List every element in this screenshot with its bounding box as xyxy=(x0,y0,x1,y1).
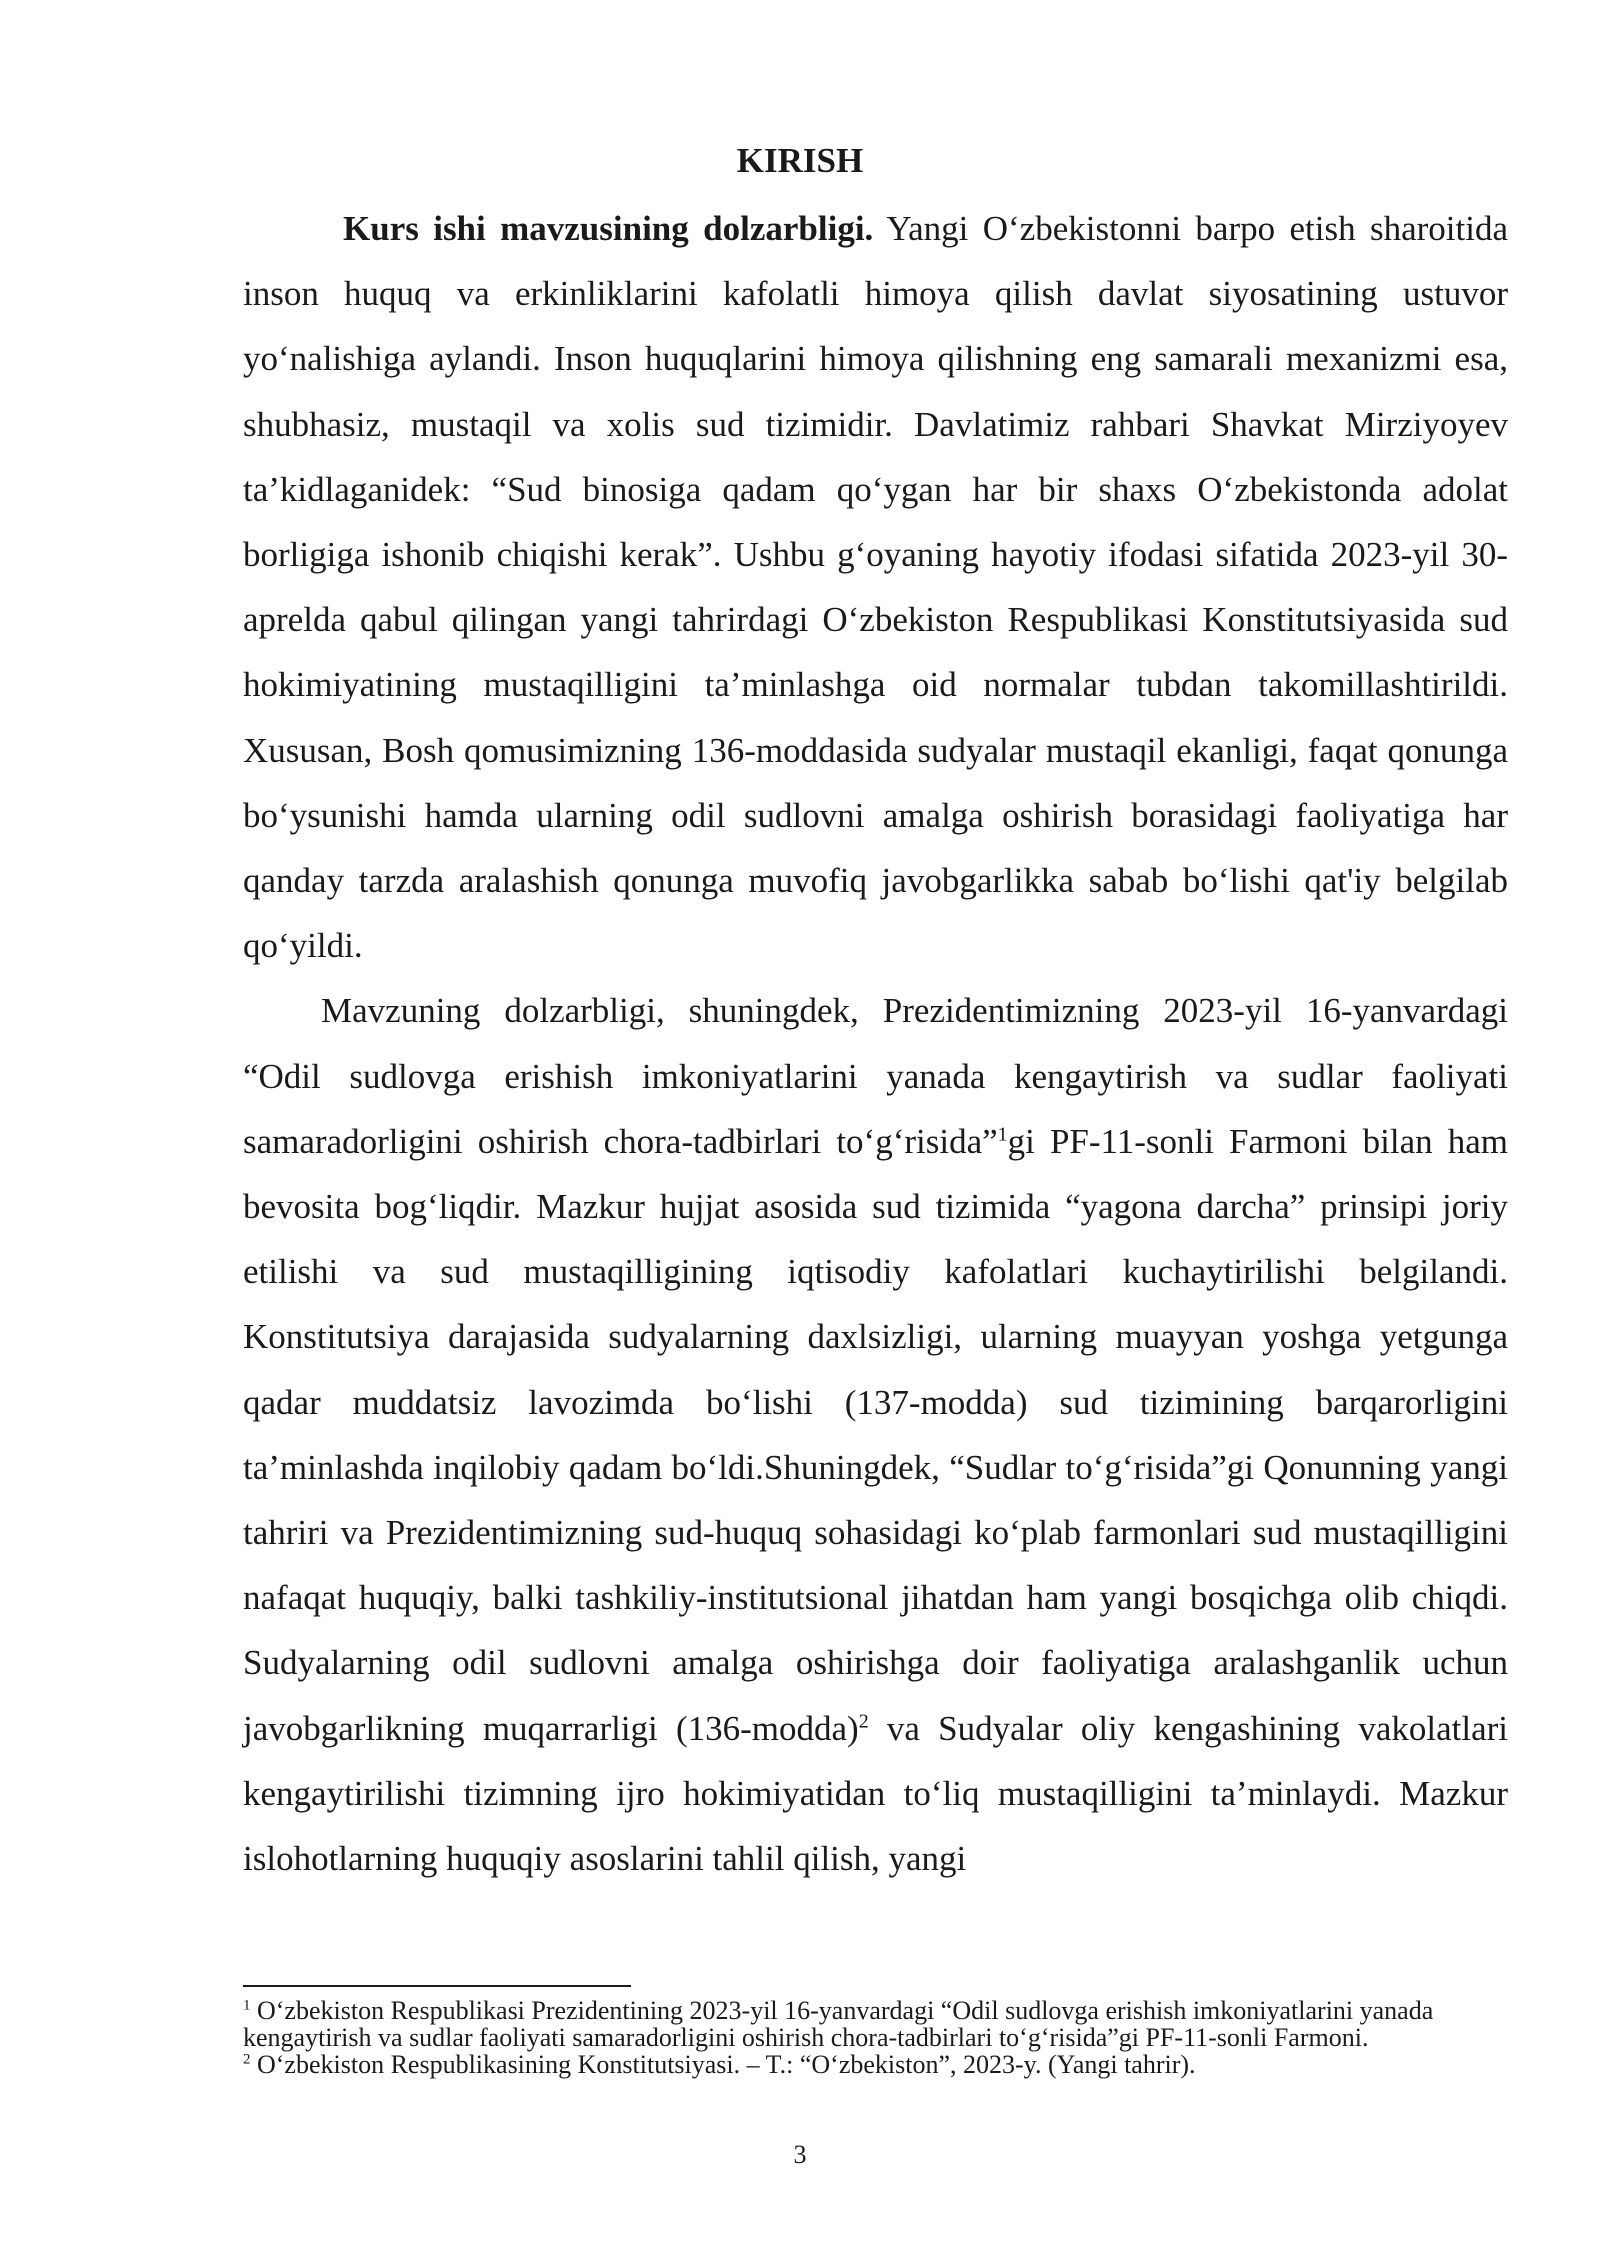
footnote-1-text: O‘zbekiston Respublikasi Prezidentining 2023-yil 16-yanvardagi “Odil sudlovga erishish imkoniyatlarini yanada kengaytirish va sudlar faoliyati samaradorligini oshirish chora-tadbirlari to‘g‘risida”gi PF-11-sonli Farmoni. xyxy=(243,1996,1434,2052)
body-text xyxy=(243,196,1508,1891)
footnote-ref-2[interactable]: 2 xyxy=(858,1710,869,1733)
footnote-ref-1[interactable]: 1 xyxy=(997,1123,1008,1146)
footnote-1 xyxy=(243,1997,1508,2051)
footnote-2-mark: 2 xyxy=(243,2051,251,2068)
footnote-1-mark: 1 xyxy=(243,1997,251,2014)
footnotes xyxy=(243,1997,1508,2078)
paragraph-2-part-3: va Sudyalar oliy kengashining vakolatlari kengaytirilishi tizimning ijro hokimiyatidan to‘liq mustaqilligini ta’minlaydi. Mazkur islohotlarning huquqiy asoslarini tahlil qilish, yangi xyxy=(243,1708,1508,1879)
paragraph-2-part-2: gi PF-11-sonli Farmoni bilan ham bevosita bog‘liqdir. Mazkur hujjat asosida sud tizimida “yagona darcha” prinsipi joriy etilishi va sud mustaqilligining iqtisodiy kafolatlari kuchaytirilishi belgilandi. Konstitutsiya darajasida sudyalarning daxlsizligi, ularning muayyan yoshga yetgunga qadar muddatsiz lavozimda bo‘lishi (137-modda) sud tizimining barqarorligini ta’minlashda inqilobiy qadam bo‘ldi.Shuningdek, “Sudlar to‘g‘risida”gi Qonunning yangi tahriri va Prezidentimizning sud-huquq sohasidagi ko‘plab farmonlari sud mustaqilligini nafaqat huquqiy, balki tashkiliy-institutsional jihatdan ham yangi bosqichga olib chiqdi. Sudyalarning odil sudlovni amalga oshirishga doir faoliyatiga aralashganlik uchun javobgarlikning muqarrarligi (136-modda) xyxy=(243,1121,1508,1748)
footnote-separator xyxy=(243,1985,631,1987)
paragraph-1-lead: Kurs ishi mavzusining dolzarbligi. xyxy=(343,209,874,248)
page-heading: KIRISH xyxy=(736,141,864,180)
page-number: 3 xyxy=(793,2140,807,2169)
paragraph-2 xyxy=(243,978,1508,1891)
footnote-2 xyxy=(243,2051,1508,2078)
paragraph-2-part-1: Mavzuning dolzarbligi, shuningdek, Prezidentimizning 2023-yil 16-yanvardagi “Odil sudlovga erishish imkoniyatlarini yanada kengaytirish va sudlar faoliyati samaradorligini oshirish chora-tadbirlari to‘g‘risida” xyxy=(243,991,1508,1161)
footnote-2-text: O‘zbekiston Respublikasining Konstitutsiyasi. – T.: “O‘zbekiston”, 2023-y. (Yangi tahrir). xyxy=(250,2050,1196,2079)
paragraph-1 xyxy=(243,196,1508,978)
paragraph-1-text: Yangi O‘zbekistonni barpo etish sharoitida inson huquq va erkinliklarini kafolatli himoya qilish davlat siyosatining ustuvor yo‘nalishiga aylandi. Inson huquqlarini himoya qilishning eng samarali mexanizmi esa, shubhasiz, mustaqil va xolis sud tizimidir. Davlatimiz rahbari Shavkat Mirziyoyev ta’kidlaganidek: “Sud binosiga qadam qo‘ygan har bir shaxs O‘zbekistonda adolat borligiga ishonib chiqishi kerak”. Ushbu g‘oyaning hayotiy ifodasi sifatida 2023-yil 30-aprelda qabul qilingan yangi tahrirdagi O‘zbekiston Respublikasi Konstitutsiyasida sud hokimiyatining mustaqilligini ta’minlashga oid normalar tubdan takomillashtirildi. Xususan, Bosh qomusimizning 136-moddasida sudyalar mustaqil ekanligi, faqat qonunga bo‘ysunishi hamda ularning odil sudlovni amalga oshirish borasidagi faoliyatiga har qanday tarzda aralashish qonunga muvofiq javobgarlikka sabab bo‘lishi qat'iy belgilab qo‘yildi. xyxy=(243,209,1508,966)
